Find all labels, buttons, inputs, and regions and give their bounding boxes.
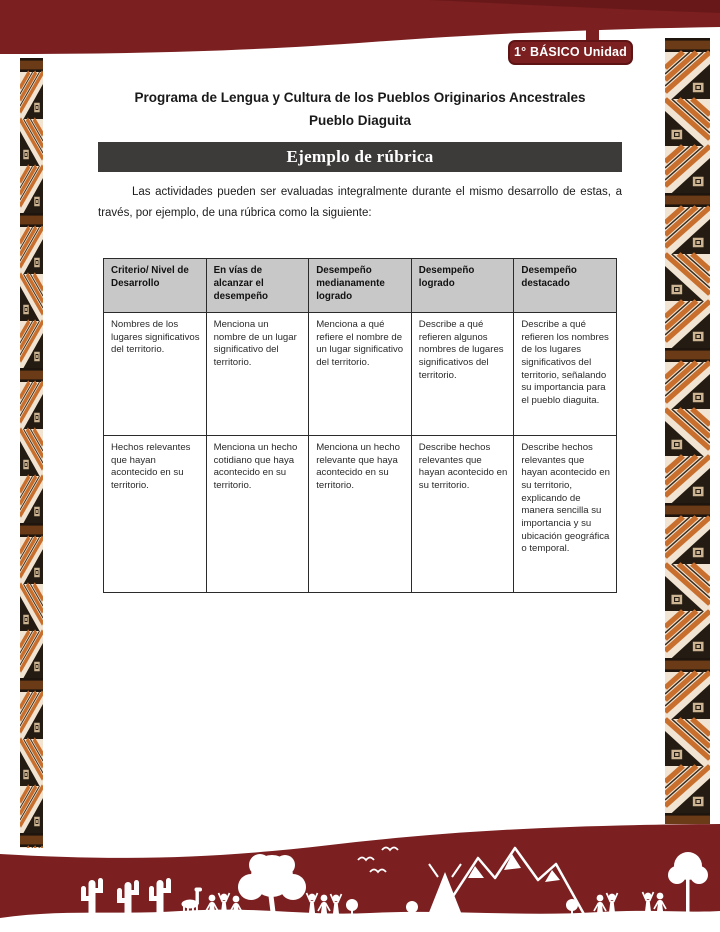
program-title: Programa de Lengua y Cultura de los Pueblos Originarios Ancestrales <box>134 90 586 105</box>
section-title: Ejemplo de rúbrica <box>286 147 434 166</box>
rubric-table-body <box>104 313 617 593</box>
table-row <box>104 436 617 593</box>
table-cell: Describe a qué refieren los nombres de los lugares significativos del territorio, señalando su importancia para el pueblo diaguita. <box>514 313 617 436</box>
col-header-en-vias: En vías de alcanzar el desempeño <box>206 259 309 313</box>
table-cell: Menciona un nombre de un lugar significativo del territorio. <box>206 313 309 436</box>
table-cell: Describe a qué refieren algunos nombres de lugares significativos del territorio. <box>411 313 514 436</box>
section-title-banner <box>98 142 622 172</box>
col-header-medianamente: Desempeño medianamente logrado <box>309 259 412 313</box>
intro-paragraph: Las actividades pueden ser evaluadas integralmente durante el mismo desarrollo de estas, a través, por ejemplo, de una rúbrica como la siguiente: <box>98 186 622 220</box>
table-cell: Menciona un hecho cotidiano que haya acontecido en su territorio. <box>206 436 309 593</box>
left-pattern-border <box>20 58 43 848</box>
table-cell: Hechos relevantes que hayan acontecido en su territorio. <box>104 436 207 593</box>
col-header-logrado: Desempeño logrado <box>411 259 514 313</box>
table-cell: Menciona un hecho relevante que haya acontecido en su territorio. <box>309 436 412 593</box>
rubric-table <box>103 258 617 593</box>
right-pattern-border <box>665 38 710 824</box>
program-subtitle: Pueblo Diaguita <box>308 113 411 128</box>
unit-badge: 1° BÁSICO Unidad 3 <box>508 40 633 65</box>
table-cell: Describe hechos relevantes que hayan acontecido en su territorio. <box>411 436 514 593</box>
table-cell: Describe hechos relevantes que hayan acontecido en su territorio, explicando de manera sencilla su importancia y su ubicación geográfica o temporal. <box>514 436 617 593</box>
col-header-criterio: Criterio/ Nivel de Desarrollo <box>104 259 207 313</box>
table-cell: Menciona a qué refiere el nombre de un lugar significativo del territorio. <box>309 313 412 436</box>
footer-landscape-silhouette <box>0 820 720 932</box>
table-row <box>104 313 617 436</box>
rubric-table-head <box>104 259 617 313</box>
table-cell: Nombres de los lugares significativos del territorio. <box>104 313 207 436</box>
header-row <box>104 259 617 313</box>
col-header-destacado: Desempeño destacado <box>514 259 617 313</box>
